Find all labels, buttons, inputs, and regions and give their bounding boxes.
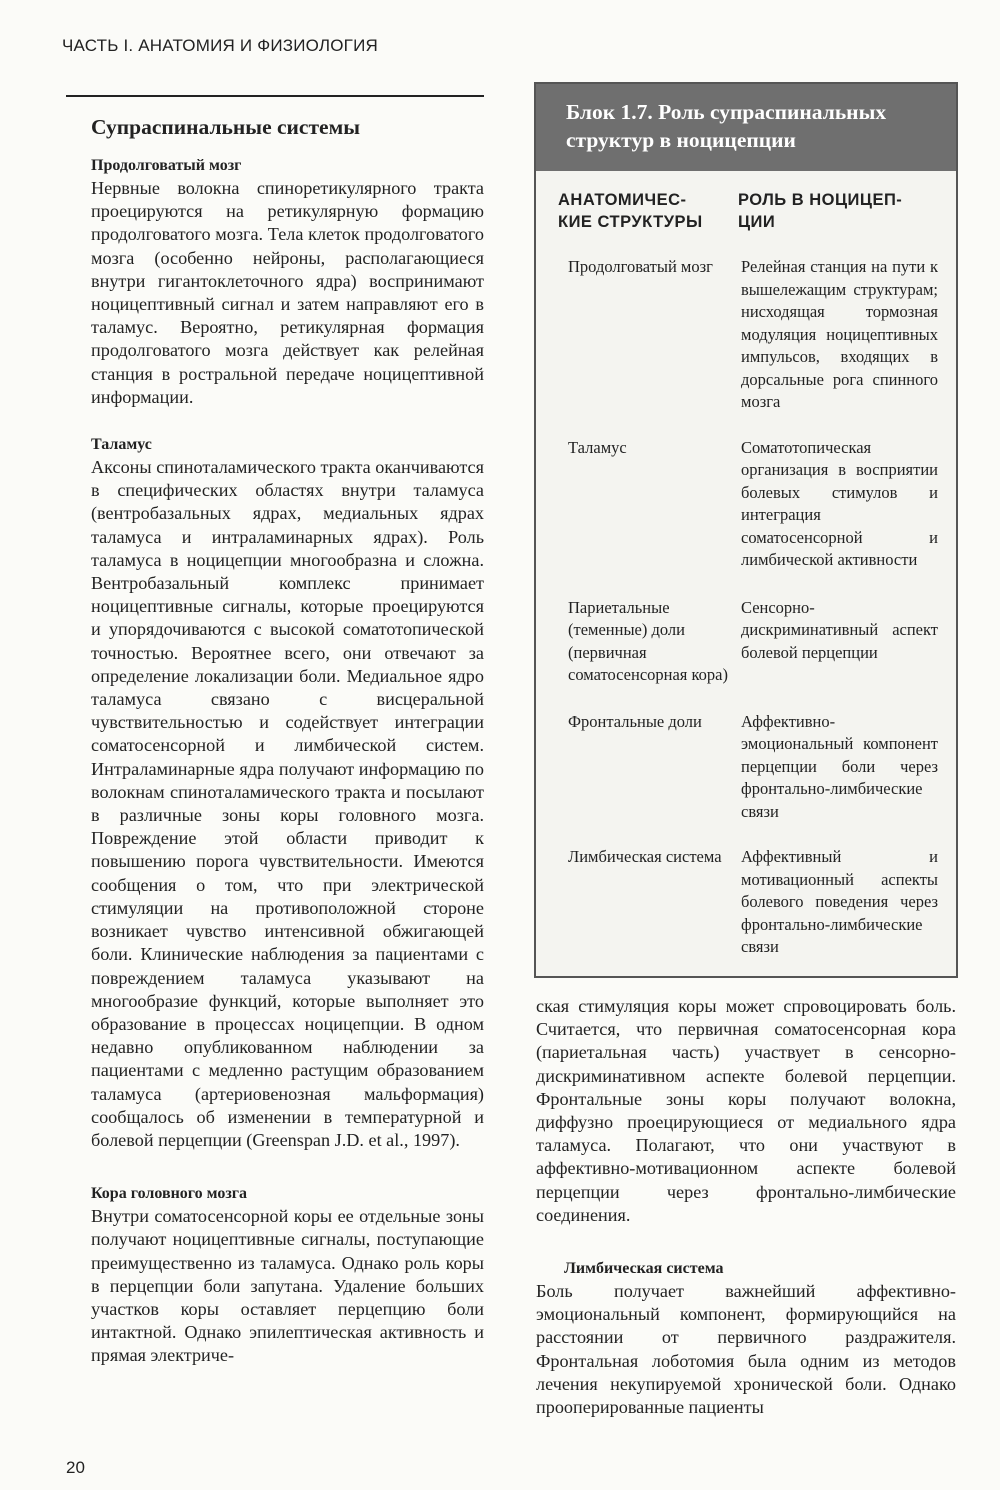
box-title: Блок 1.7. Роль супраспинальных структур в ноцицепции bbox=[536, 84, 956, 171]
page-number: 20 bbox=[66, 1458, 85, 1477]
box-header-row bbox=[550, 189, 938, 233]
row-structure: Лимбическая система bbox=[568, 847, 722, 866]
running-head: ЧАСТЬ I. АНАТОМИЯ И ФИЗИОЛОГИЯ bbox=[62, 36, 378, 55]
row-structure: Париетальные (теменные) доли (первичная соматосенсорная кора) bbox=[568, 597, 729, 684]
right-column bbox=[536, 995, 956, 1419]
thalamus-heading: Таламус bbox=[91, 436, 152, 454]
table-row bbox=[550, 711, 938, 824]
limbic-paragraph: Боль получает важнейший аффективно-эмоциональный компонент, формирующийся на расстоянии от первичного раздражителя. Фронтальная лоботомия была одним из методов лечения некупируемой хронической боли. Однако прооперированные пациенты bbox=[536, 1281, 956, 1418]
column-header-structures: АНАТОМИЧЕС- КИЕ СТРУКТУРЫ bbox=[558, 191, 703, 231]
row-structure: Фронтальные доли bbox=[568, 711, 702, 731]
thalamus-paragraph: Аксоны спиноталамического тракта оканчиваются в специфических областях внутри таламуса (вентробазальных ядрах, медиальных ядрах таламуса и интраламинарных ядрах). Роль таламуса в ноцицепции многообразна и сложна. Вентробазальный комплекс принимает ноцицептивные сигналы, которые проецируются и упорядочиваются с высокой соматотопической точностью. Вероятнее всего, они отвечают за определение локализации боли. Медиальное ядро таламуса связано с висцеральной чувствительностью и содействует интеграции соматосенсорной и лимбической систем. Интраламинарные ядра получают информацию по волокнам спиноталамического тракта и посылают в различные зоны коры головного мозга. Повреждение этой области приводит к повышению порога чувствительности. Имеются сообщения о том, что при электрической стимуляции на противоположной стороне возникает чувство интенсивной обжигающей боли. Клинические наблюдения за пациентами с повреждением таламуса указывают на многообразие функций, которые выполняет это образование в процессах ноцицепции. В одном недавно опубликованном наблюдении за пациентами с медленно растущим образованием таламуса (артериовенозная мальформация) сообщалось об изменении в температурной и болевой перцепции (Greenspan J.D. et al., 1997). bbox=[91, 457, 484, 1150]
left-column bbox=[66, 95, 484, 1368]
row-role: Аффективно-эмоциональный компонент перцепции боли через фронтально-лимбические связи bbox=[741, 711, 938, 821]
row-role: Соматотопическая организация в восприятии болевых стимулов и интеграция соматосенсорной и лимбической активности bbox=[741, 437, 938, 569]
medulla-paragraph: Нервные волокна спиноретикулярного тракта проецируются на ретикулярную формацию продолговатого мозга. Тела клеток продолговатого мозга (особенно нейроны, располагающиеся внутри гигантоклеточного ядра) воспринимают ноцицептивный сигнал и затем направляют его в таламус. Вероятно, ретикулярная формация продолговатого мозга действует как релейная станция в ростральной передаче ноцицептивной информации. bbox=[91, 178, 484, 407]
table-row bbox=[550, 846, 938, 959]
info-box bbox=[534, 82, 958, 978]
row-structure: Таламус bbox=[568, 437, 627, 457]
limbic-heading: Лимбическая система bbox=[564, 1260, 724, 1278]
medulla-heading: Продолговатый мозг bbox=[91, 157, 242, 174]
row-role: Релейная станция на пути к вышележащим структурам; нисходящая тормозная модуляция ноцицептивных импульсов, входящих в дорсальные рога спинного мозга bbox=[741, 257, 938, 411]
table-row bbox=[550, 256, 938, 414]
cortex-paragraph: Внутри соматосенсорной коры ее отдельные зоны получают ноцицептивные сигналы, поступающие преимущественно из таламуса. Однако роль коры в перцепции боли запутана. Удаление больших участков коры оставляет перцепцию боли интактной. Однако эпилептическая активность и прямая электриче- bbox=[91, 1206, 484, 1366]
row-role: Аффективный и мотивационный аспекты болевого поведения через фронтально-лимбические связи bbox=[741, 847, 938, 956]
table-row bbox=[550, 437, 938, 572]
cortex-continued-paragraph: ская стимуляция коры может спровоцировать боль. Считается, что первичная соматосенсорная кора (париетальная часть) участвует в сенсорно-дискриминативном аспекте болевой перцепции. Фронтальные зоны коры получают волокна, диффузно проецирующиеся от медиального ядра таламуса. Полагают, что они участвуют в аффективно-мотивационном аспекте болевой перцепции через фронтально-лимбические соединения. bbox=[536, 996, 956, 1225]
row-role: Сенсорно-дискриминативный аспект болевой перцепции bbox=[741, 597, 938, 662]
section-title: Супраспинальные системы bbox=[91, 115, 361, 139]
column-header-role: РОЛЬ В НОЦИЦЕП- ЦИИ bbox=[738, 191, 903, 231]
row-structure: Продолговатый мозг bbox=[568, 257, 713, 276]
top-rule bbox=[66, 95, 484, 97]
box-table bbox=[536, 189, 956, 959]
cortex-heading: Кора головного мозга bbox=[91, 1185, 248, 1203]
table-row bbox=[550, 597, 938, 687]
